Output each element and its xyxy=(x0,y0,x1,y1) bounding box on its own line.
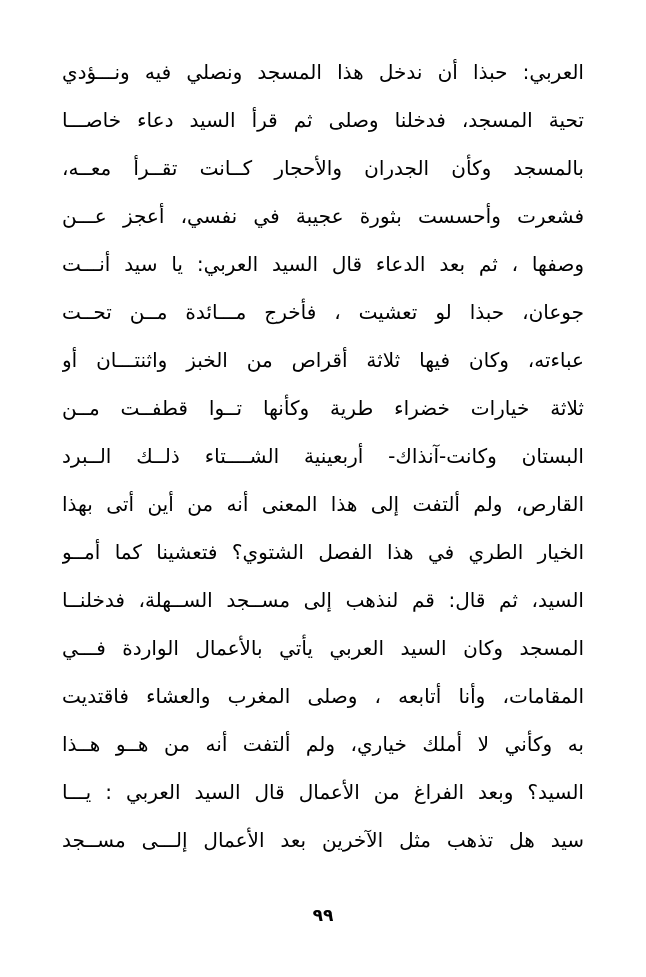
text-line: جوعان، حبذا لو تعشيت ، فأخرج مـــائدة مــن تحــت xyxy=(62,300,584,324)
text-line: المقامات، وأنا أتابعه ، وصلى المغرب والعشاء فاقتديت xyxy=(62,684,584,708)
page-number: ٩٩ xyxy=(312,906,334,926)
text-line: المسجد وكان السيد العربي يأتي بالأعمال الواردة فـــي xyxy=(62,636,584,660)
text-line: عباءته، وكان فيها ثلاثة أقراص من الخبز واثنتـــان أو xyxy=(62,348,584,372)
text-line: به وكأني لا أملك خياري، ولم ألتفت أنه من هــو هــذا xyxy=(62,732,584,756)
text-line: الخيار الطري في هذا الفصل الشتوي؟ فتعشينا كما أمــو xyxy=(62,540,584,564)
text-line: السيد؟ وبعد الفراغ من الأعمال قال السيد العربي : يـــا xyxy=(62,780,584,804)
text-line: العربي: حبذا أن ندخل هذا المسجد ونصلي فيه ونـــؤدي xyxy=(62,60,584,84)
text-line: السيد، ثم قال: قم لنذهب إلى مســجد الســهلة، فدخلنــا xyxy=(62,588,584,612)
text-line: بالمسجد وكأن الجدران والأحجار كــانت تقــرأ معــه، xyxy=(62,156,584,180)
text-line: البستان وكانت-آنذاك- أربعينية الشــــتاء ذلــك الــبرد xyxy=(62,444,584,468)
body-text xyxy=(62,48,584,864)
text-line: تحية المسجد، فدخلنا وصلى ثم قرأ السيد دعاء خاصـــا xyxy=(62,108,584,132)
text-line: سيد هل تذهب مثل الآخرين بعد الأعمال إلـــى مســجد xyxy=(62,828,584,852)
text-line: وصفها ، ثم بعد الدعاء قال السيد العربي: يا سيد أنـــت xyxy=(62,252,584,276)
text-line: ثلاثة خيارات خضراء طرية وكأنها تــوا قطفــت مــن xyxy=(62,396,584,420)
text-line: القارص، ولم ألتفت إلى هذا المعنى أنه من أين أتى بهذا xyxy=(62,492,584,516)
text-line: فشعرت وأحسست بثورة عجيبة في نفسي، أعجز عـــن xyxy=(62,204,584,228)
